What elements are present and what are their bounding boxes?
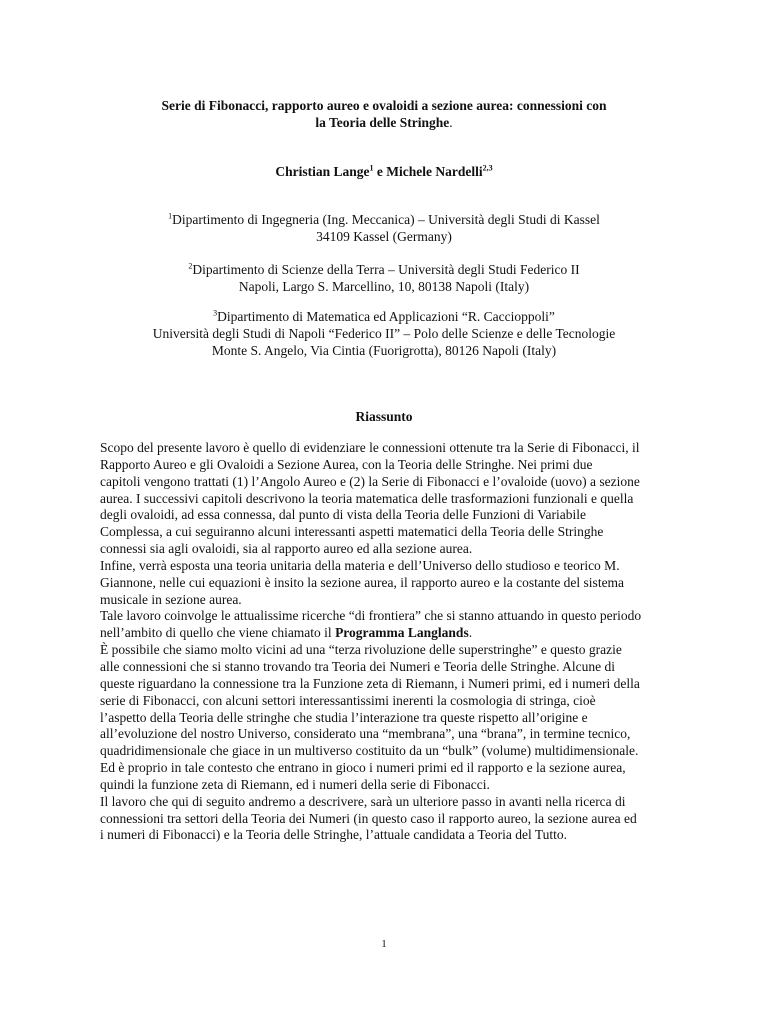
abstract-body [100,440,700,844]
abstract-line: l’aspetto della Teoria delle stringhe che studia l’interazione tra queste rispetto all’origine e [100,709,588,725]
affiliation-2-line-2: Napoli, Largo S. Marcellino, 10, 80138 Napoli (Italy) [238,279,530,294]
affiliation-3-line-2: Università degli Studi di Napoli “Federico II” – Polo delle Scienze e delle Tecnologie [152,326,616,341]
affiliation-3-line-1 [60,308,708,325]
affiliation-3 [60,308,708,359]
affiliation-1 [60,211,708,245]
abstract-line: connessi sia agli ovaloidi, sia al rapporto aureo ed alla sezione aurea. [100,541,473,557]
affiliation-1-line-1 [60,211,708,228]
affiliation-3-text-1: Dipartimento di Matematica ed Applicazioni “R. Caccioppoli” [217,309,555,324]
abstract-line: Infine, verrà esposta una teoria unitaria della materia e dell’Universo dello studioso e teorico M. [100,557,620,573]
abstract-line [100,625,700,642]
abstract-heading: Riassunto [355,409,413,424]
abstract-line: quindi la funzione zeta di Riemann, ed i numeri della serie di Fibonacci. [100,776,490,792]
title-line-2 [100,114,668,131]
author-1-affil-mark: 1 [369,163,374,173]
abstract-line: degli ovaloidi, ad essa connessa, dal punto di vista della Teoria delle Funzioni di Variabile [100,507,586,523]
abstract-line: Giannone, nelle cui equazioni è insito la sezione aurea, il rapporto aureo e la costante del sistema [100,574,625,590]
affiliation-3-line-3: Monte S. Angelo, Via Cintia (Fuorigrotta), 80126 Napoli (Italy) [211,343,557,358]
abstract-line: i numeri di Fibonacci) e la Teoria delle Stringhe, l’attuale candidata a Teoria del Tutto. [100,827,567,843]
paper-title [100,97,668,131]
title-line-2-text: la Teoria delle Stringhe [315,115,450,130]
abstract-line: Tale lavoro coinvolge le attualissime ricerche “di frontiera” che si stanno attuando in questo periodo [100,608,642,624]
abstract-line: Ed è proprio in tale contesto che entrano in gioco i numeri primi ed il rapporto e la sezione aurea, [100,760,626,776]
affiliation-2-line-1 [60,261,708,278]
author-2: Michele Nardelli [386,164,483,179]
title-line-1: Serie di Fibonacci, rapporto aureo e ovaloidi a sezione aurea: connessioni con [161,98,607,113]
abstract-line: Complessa, a cui seguiranno alcuni interessanti aspetti matematici della Teoria delle Stringhe [100,524,604,540]
affiliation-2-text-1: Dipartimento di Scienze della Terra – Università degli Studi Federico II [192,262,580,277]
abstract-line: È possibile che siamo molto vicini ad una “terza rivoluzione delle superstringhe” e questo grazie [100,642,622,658]
affiliation-2 [60,261,708,295]
abstract-line: musicale in sezione aurea. [100,591,242,607]
programma-langlands-term: Programma Langlands [335,625,469,641]
abstract-line: queste riguardano la connessione tra la Funzione zeta di Riemann, i Numeri primi, ed i numeri della [100,675,640,691]
affiliation-1-text-1: Dipartimento di Ingegneria (Ing. Meccanica) – Università degli Studi di Kassel [172,212,600,227]
abstract-line: Rapporto Aureo e gli Ovaloidi a Sezione Aurea, con la Teoria delle Stringhe. Nei primi due [100,456,593,472]
abstract-line: quadridimensionale che giace in un multiverso costituito da un “bulk” (volume) multidimensionale. [100,743,639,759]
affiliation-1-mark: 1 [168,211,173,221]
abstract-line: alle connessioni che si stanno trovando tra Teoria dei Numeri e Teoria delle Stringhe. Alcune di [100,658,615,674]
authors-line [100,163,668,181]
affiliation-3-mark: 3 [213,308,218,318]
abstract-line: Scopo del presente lavoro è quello di evidenziare le connessioni ottenute tra la Serie di Fibonacci, il [100,440,640,455]
abstract-line: Il lavoro che qui di seguito andremo a descrivere, sarà un ulteriore passo in avanti nella ricerca di [100,793,626,809]
abstract-line-text: nell’ambito di quello che viene chiamato il [100,625,336,641]
affiliation-1-line-2: 34109 Kassel (Germany) [316,229,452,244]
abstract-line: aurea. I successivi capitoli descrivono la teoria matematica delle trasformazioni funzionali e quella [100,490,634,506]
page-number: 1 [381,938,387,950]
author-1: Christian Lange [275,164,370,179]
abstract-line: serie di Fibonacci, con alcuni settori interessantissimi inerenti la cosmologia di stringa, cioè [100,692,596,708]
author-2-affil-mark: 2,3 [482,163,493,173]
abstract-line-period: . [468,625,473,641]
abstract-line: capitoli vengono trattati (1) l’Angolo Aureo e (2) la Serie di Fibonacci e l’ovaloide (uovo) a sezione [100,473,640,489]
abstract-line: all’evoluzione del nostro Universo, considerato una “membrana”, una “brana”, in termine tecnico, [100,726,631,742]
affiliation-2-mark: 2 [188,261,193,271]
author-conjunction: e [373,164,387,179]
title-line-2-tail: . [449,115,453,130]
abstract-line: connessioni tra settori della Teoria dei Numeri (in questo caso il rapporto aureo, la sezione aurea ed [100,810,637,826]
